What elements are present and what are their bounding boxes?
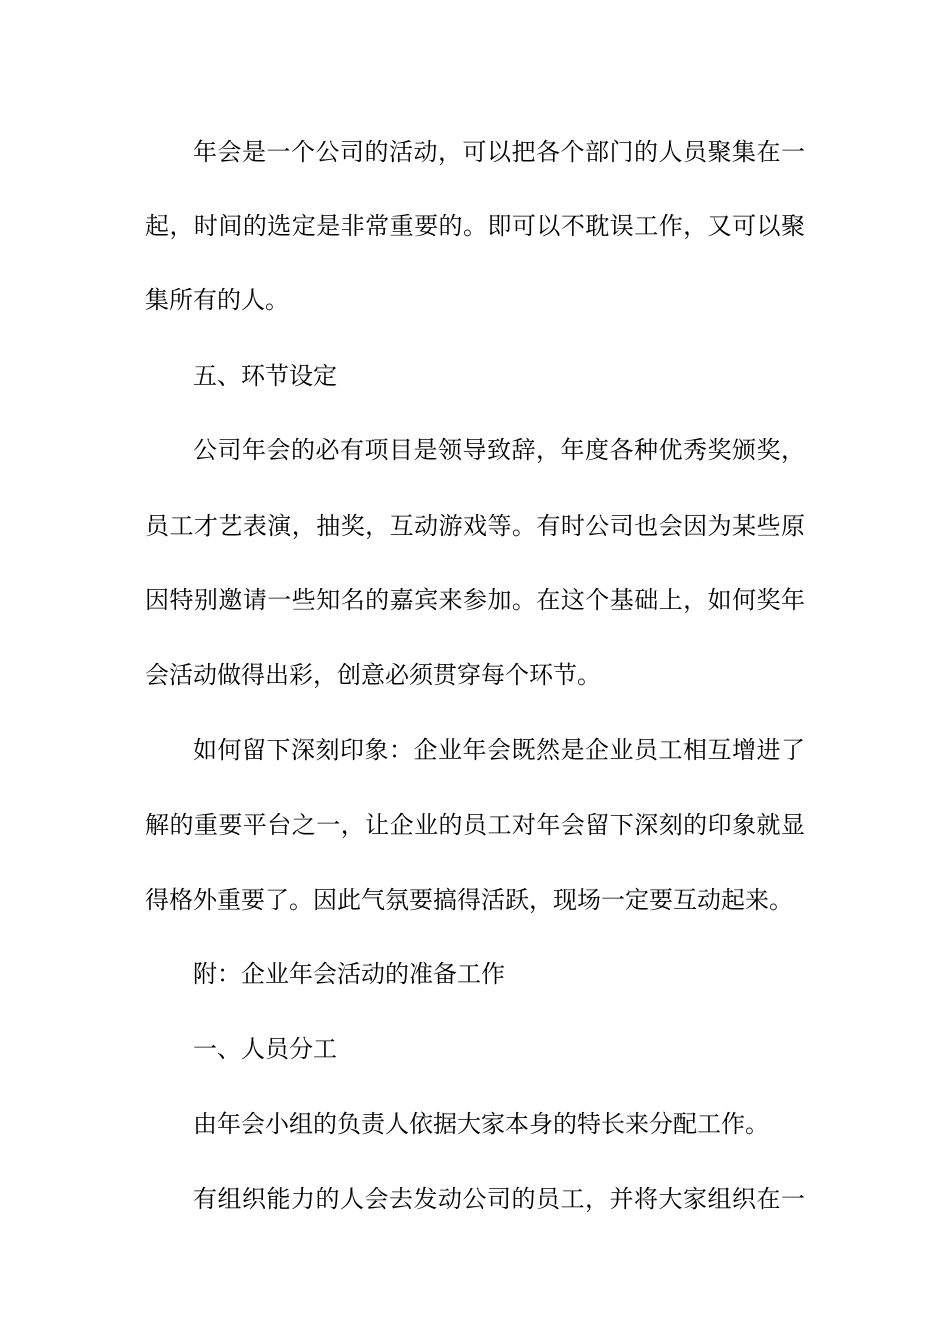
section-heading: 一、人员分工 bbox=[193, 1035, 337, 1063]
paragraph-line: 集所有的人。 bbox=[145, 286, 289, 314]
paragraph-line: 得格外重要了。因此气氛要搞得活跃，现场一定要互动起来。 bbox=[145, 886, 793, 914]
paragraph-line: 由年会小组的负责人依据大家本身的特长来分配工作。 bbox=[193, 1110, 769, 1138]
paragraph-line: 员工才艺表演，抽奖，互动游戏等。有时公司也会因为某些原 bbox=[145, 512, 805, 540]
appendix-heading: 附：企业年会活动的准备工作 bbox=[193, 960, 505, 988]
section-heading: 五、环节设定 bbox=[193, 362, 337, 390]
paragraph-line: 解的重要平台之一，让企业的员工对年会留下深刻的印象就显 bbox=[145, 811, 805, 839]
paragraph-line: 如何留下深刻印象：企业年会既然是企业员工相互增进了 bbox=[193, 736, 805, 764]
paragraph-line: 公司年会的必有项目是领导致辞，年度各种优秀奖颁奖， bbox=[193, 436, 805, 464]
paragraph-line: 起，时间的选定是非常重要的。即可以不耽误工作，又可以聚 bbox=[145, 212, 805, 240]
paragraph-line: 有组织能力的人会去发动公司的员工，并将大家组织在一 bbox=[193, 1185, 805, 1213]
paragraph-line: 因特别邀请一些知名的嘉宾来参加。在这个基础上，如何奖年 bbox=[145, 586, 805, 614]
paragraph-line: 会活动做得出彩，创意必须贯穿每个环节。 bbox=[145, 661, 601, 689]
paragraph-line: 年会是一个公司的活动，可以把各个部门的人员聚集在一 bbox=[193, 138, 805, 166]
